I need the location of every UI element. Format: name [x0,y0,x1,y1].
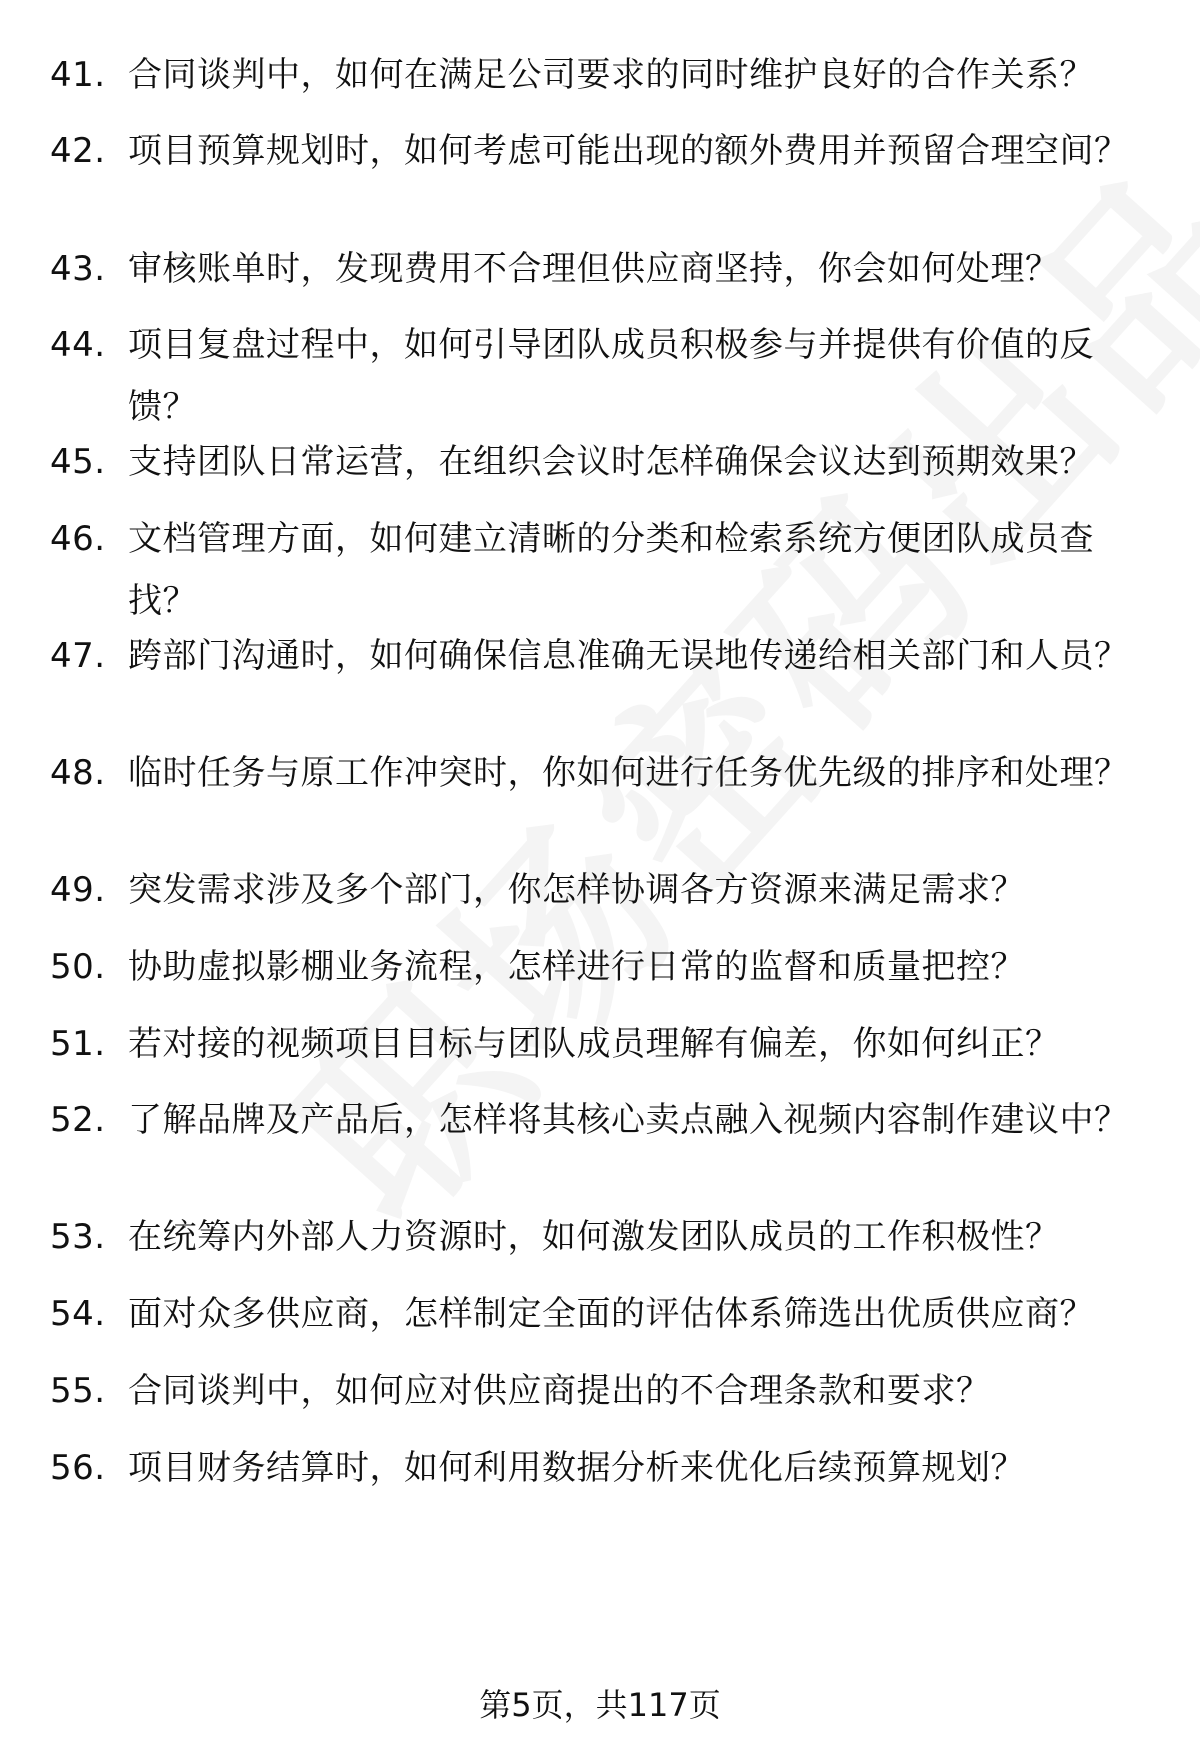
question-item [50,508,1160,632]
question-text: 临时任务与原工作冲突时，你如何进行任务优先级的排序和处理？ [128,753,1129,793]
question-item [50,1360,1160,1422]
question-number: 42. [50,131,106,171]
question-item [50,314,1160,438]
question-number: 46. [50,519,106,559]
question-item [50,936,1160,998]
question-number: 45. [50,442,106,482]
question-text: 审核账单时，发现费用不合理但供应商坚持，你会如何处理？ [128,249,1060,289]
question-text: 面对众多供应商，怎样制定全面的评估体系筛选出优质供应商？ [128,1294,1094,1334]
question-text: 在统筹内外部人力资源时，如何激发团队成员的工作积极性？ [128,1217,1060,1257]
question-text: 合同谈判中，如何在满足公司要求的同时维护良好的合作关系？ [128,55,1094,95]
question-item [50,742,1160,804]
question-text: 突发需求涉及多个部门，你怎样协调各方资源来满足需求？ [128,870,1025,910]
question-item [50,44,1160,106]
question-number: 54. [50,1294,106,1334]
question-number: 48. [50,753,106,793]
question-text: 支持团队日常运营，在组织会议时怎样确保会议达到预期效果？ [128,442,1094,482]
question-number: 51. [50,1024,106,1064]
question-number: 55. [50,1371,106,1411]
question-item [50,238,1160,300]
question-item [50,1206,1160,1268]
question-item [50,625,1160,687]
question-number: 41. [50,55,106,95]
question-item [50,1437,1160,1499]
question-number: 50. [50,947,106,987]
question-text: 协助虚拟影棚业务流程，怎样进行日常的监督和质量把控？ [128,947,1025,987]
question-item [50,1089,1160,1151]
question-number: 47. [50,636,106,676]
question-text: 合同谈判中，如何应对供应商提出的不合理条款和要求？ [128,1371,991,1411]
question-number: 52. [50,1100,106,1140]
page-number: 第5页，共117页 [479,1686,721,1724]
question-number: 53. [50,1217,106,1257]
question-text: 文档管理方面，如何建立清晰的分类和检索系统方便团队成员查找？ [128,519,1094,621]
question-item [50,859,1160,921]
question-number: 49. [50,870,106,910]
question-number: 56. [50,1448,106,1488]
question-text: 跨部门沟通时，如何确保信息准确无误地传递给相关部门和人员？ [128,636,1129,676]
question-text: 了解品牌及产品后，怎样将其核心卖点融入视频内容制作建议中？ [128,1100,1129,1140]
question-number: 44. [50,325,106,365]
question-number: 43. [50,249,106,289]
question-item [50,431,1160,493]
question-item [50,1283,1160,1345]
question-text: 项目复盘过程中，如何引导团队成员积极参与并提供有价值的反馈？ [128,325,1094,427]
question-text: 项目财务结算时，如何利用数据分析来优化后续预算规划？ [128,1448,1025,1488]
question-item [50,1013,1160,1075]
question-text: 若对接的视频项目目标与团队成员理解有偏差，你如何纠正？ [128,1024,1060,1064]
question-text: 项目预算规划时，如何考虑可能出现的额外费用并预留合理空间？ [128,131,1129,171]
question-item [50,120,1160,182]
